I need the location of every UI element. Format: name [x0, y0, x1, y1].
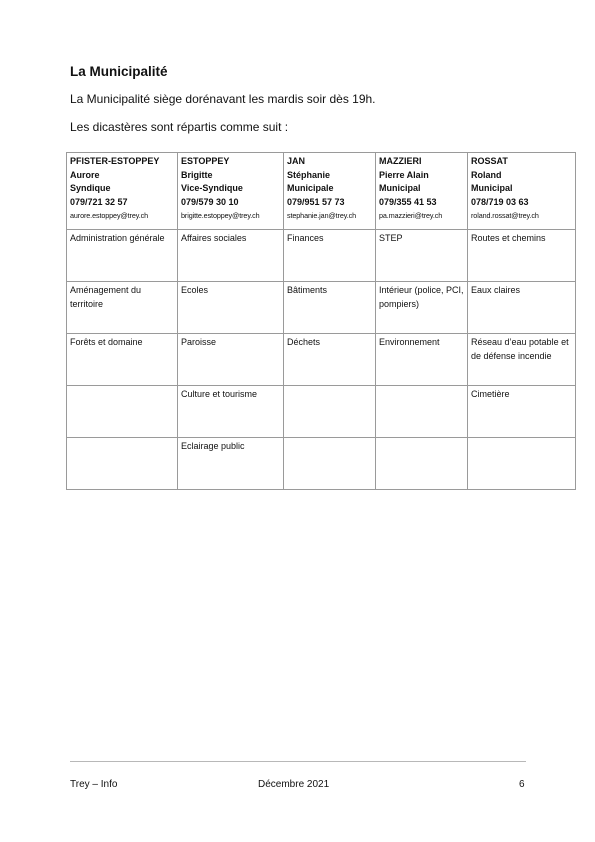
table-cell: Culture et tourisme	[178, 386, 284, 438]
table-cell: Bâtiments	[284, 282, 376, 334]
member-phone: 078/719 03 63	[471, 196, 529, 207]
dicasteres-intro: Les dicastères sont répartis comme suit :	[70, 120, 289, 134]
table-row	[67, 438, 576, 490]
footer-divider	[70, 761, 526, 762]
table-cell	[468, 438, 576, 490]
member-email[interactable]: pa.mazzieri@trey.ch	[379, 211, 443, 220]
table-row	[67, 230, 576, 282]
table-cell: Cimetière	[468, 386, 576, 438]
member-header	[284, 153, 376, 230]
table-cell: Eaux claires	[468, 282, 576, 334]
section-title: La Municipalité	[70, 64, 168, 79]
table-cell	[284, 438, 376, 490]
member-firstname: Stéphanie	[287, 169, 331, 180]
table-cell: Paroisse	[178, 334, 284, 386]
table-row	[67, 386, 576, 438]
member-name: ROSSAT	[471, 156, 508, 166]
member-role: Vice-Syndique	[181, 183, 243, 193]
page-number: 6	[519, 779, 525, 790]
table-cell: Déchets	[284, 334, 376, 386]
table-cell: Environnement	[376, 334, 468, 386]
member-phone: 079/951 57 73	[287, 196, 345, 207]
member-email[interactable]: aurore.estoppey@trey.ch	[70, 211, 148, 220]
table-row	[67, 282, 576, 334]
member-name: MAZZIERI	[379, 156, 422, 166]
member-email[interactable]: stephanie.jan@trey.ch	[287, 211, 356, 220]
table-cell: Aménagement du territoire	[67, 282, 178, 334]
member-header	[67, 153, 178, 230]
table-row	[67, 334, 576, 386]
member-email[interactable]: roland.rossat@trey.ch	[471, 211, 539, 220]
member-header	[376, 153, 468, 230]
table-cell: Administration générale	[67, 230, 178, 282]
member-header	[178, 153, 284, 230]
table-cell	[67, 438, 178, 490]
table-cell	[376, 438, 468, 490]
member-role: Syndique	[70, 183, 111, 193]
table-cell	[67, 386, 178, 438]
member-name: PFISTER-ESTOPPEY	[70, 156, 160, 166]
intro-paragraph: La Municipalité siège dorénavant les mardis soir dès 19h.	[70, 92, 376, 106]
table-cell: Affaires sociales	[178, 230, 284, 282]
table-cell: Forêts et domaine	[67, 334, 178, 386]
member-name: ESTOPPEY	[181, 156, 230, 166]
member-role: Municipal	[471, 183, 513, 193]
table-cell	[376, 386, 468, 438]
footer-date: Décembre 2021	[258, 779, 330, 790]
table-cell: STEP	[376, 230, 468, 282]
member-email[interactable]: brigitte.estoppey@trey.ch	[181, 211, 260, 220]
table-cell: Ecoles	[178, 282, 284, 334]
member-header	[468, 153, 576, 230]
member-phone: 079/355 41 53	[379, 196, 437, 207]
table-header-row	[67, 153, 576, 230]
member-firstname: Roland	[471, 169, 502, 180]
member-role: Municipal	[379, 183, 421, 193]
table-cell: Intérieur (police, PCI, pompiers)	[376, 282, 468, 334]
member-firstname: Brigitte	[181, 169, 213, 180]
table-cell: Eclairage public	[178, 438, 284, 490]
table-cell	[284, 386, 376, 438]
footer-publication: Trey – Info	[70, 779, 118, 790]
table-cell: Routes et chemins	[468, 230, 576, 282]
member-firstname: Aurore	[70, 169, 100, 180]
table-cell: Réseau d’eau potable et de défense incendie	[468, 334, 576, 386]
member-name: JAN	[287, 156, 306, 166]
member-role: Municipale	[287, 183, 334, 193]
member-phone: 079/579 30 10	[181, 196, 239, 207]
table-cell: Finances	[284, 230, 376, 282]
member-firstname: Pierre Alain	[379, 169, 429, 180]
member-phone: 079/721 32 57	[70, 196, 128, 207]
dicasteres-table	[66, 152, 576, 490]
